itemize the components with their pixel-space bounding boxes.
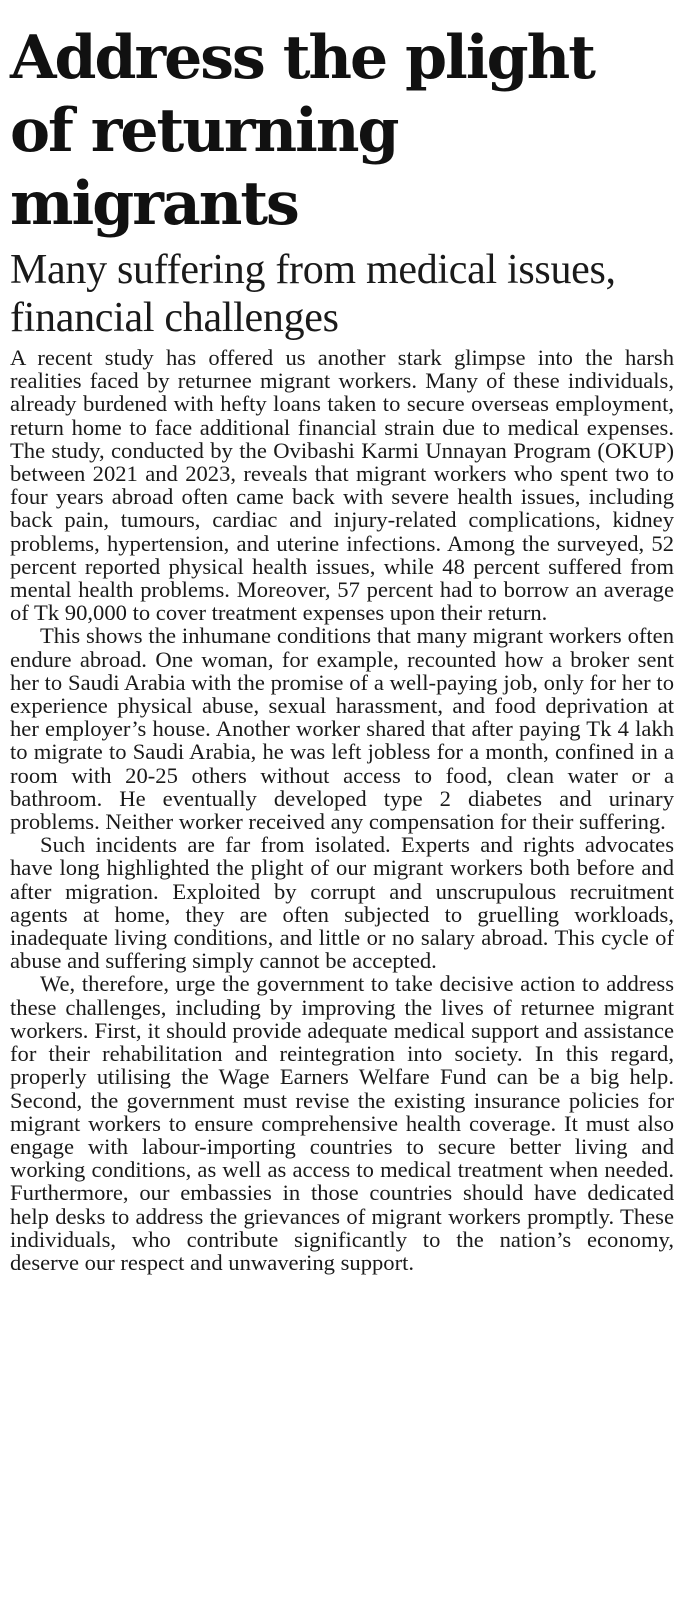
article-headline: Address the plight of returning migrants — [10, 23, 594, 239]
body-paragraph: We, therefore, urge the government to take decisive action to address these challenges, including by improving the lives of returnee migrant workers. First, it should provide adequate medical support and assistance for their rehabilitation and reintegration into society. In this regard, properly utilising the Wage Earners Welfare Fund can be a big help. Second, the government must revise the existing insurance policies for migrant workers to ensure comprehensive health coverage. It must also engage with labour-importing countries to secure better living and working conditions, as well as access to medical treatment when needed. Furthermore, our embassies in those countries should have dedicated help desks to address the grievances of migrant workers promptly. These individuals, who contribute significantly to the nation’s economy, deserve our respect and unwavering support. — [10, 971, 674, 1275]
editorial-article — [10, 0, 674, 1274]
body-paragraph: This shows the inhumane conditions that many migrant workers often endure abroad. One woman, for example, recounted how a broker sent her to Saudi Arabia with the promise of a well-paying job, only for her to experience physical abuse, sexual harassment, and food deprivation at her employer’s house. Another worker shared that after paying Tk 4 lakh to migrate to Saudi Arabia, he was left jobless for a month, confined in a room with 20-25 others without access to food, clean water or a bathroom. He eventually developed type 2 diabetes and urinary problems. Neither worker received any compensation for their suffering. — [10, 623, 674, 835]
body-paragraph: A recent study has offered us another stark glimpse into the harsh realities faced by returnee migrant workers. Many of these individuals, already burdened with hefty loans taken to secure overseas employment, return home to face additional financial strain due to medical expenses. The study, conducted by the Ovibashi Karmi Unnayan Program (OKUP) between 2021 and 2023, reveals that migrant workers who spent two to four years abroad often came back with severe health issues, including back pain, tumours, cardiac and injury-related complications, kidney problems, hypertension, and uterine infections. Among the surveyed, 52 percent reported physical health issues, while 48 percent suffered from mental health problems. Moreover, 57 percent had to borrow an average of Tk 90,000 to cover treatment expenses upon their return. — [10, 345, 674, 626]
body-paragraph: Such incidents are far from isolated. Experts and rights advocates have long highlighted the plight of our migrant workers both before and after migration. Exploited by corrupt and unscrupulous recruitment agents at home, they are often subjected to gruelling workloads, inadequate living conditions, and little or no salary abroad. This cycle of abuse and suffering simply cannot be accepted. — [10, 832, 674, 974]
article-subheadline: Many suffering from medical issues, financial challenges — [10, 247, 616, 341]
article-body — [10, 346, 674, 1274]
